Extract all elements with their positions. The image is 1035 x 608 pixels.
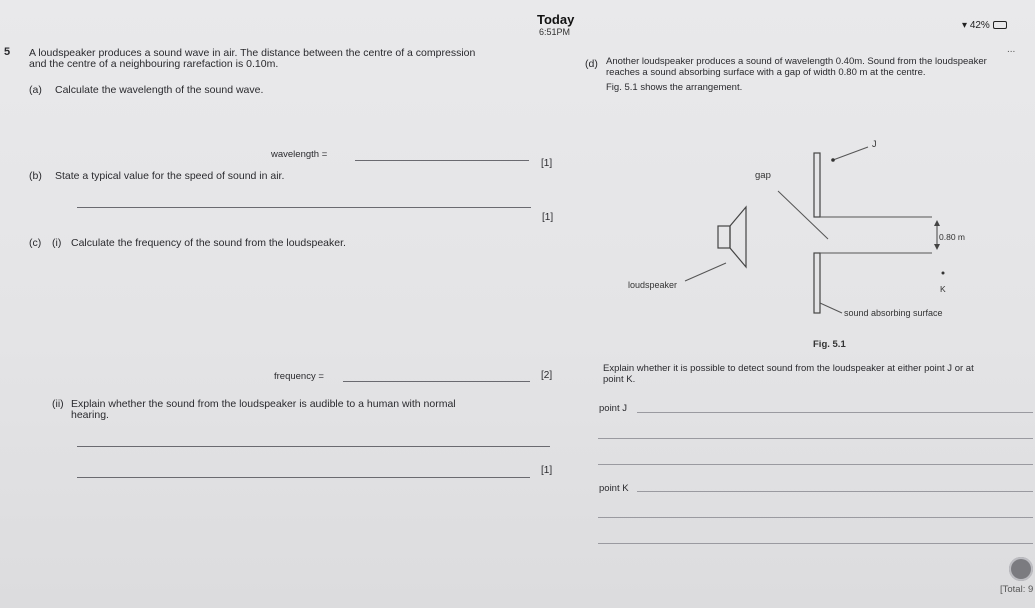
point-j-label: J <box>872 139 877 149</box>
point-k-answer-line-3[interactable] <box>598 543 1033 544</box>
battery-status <box>962 20 1007 31</box>
wavelength-answer-label: wavelength = <box>271 149 328 160</box>
part-d-label: (d) <box>585 58 598 70</box>
loudspeaker-box <box>718 226 730 248</box>
battery-icon <box>993 21 1007 29</box>
frequency-answer-label: frequency = <box>274 371 324 382</box>
point-j-answer-line-2[interactable] <box>598 438 1033 439</box>
loudspeaker-cone <box>730 207 746 267</box>
intro-line-1: A loudspeaker produces a sound wave in air. The distance between the centre of a compression <box>29 47 476 59</box>
surface-label: sound absorbing surface <box>844 308 943 318</box>
figure-5-1 <box>600 135 1030 350</box>
question-number: 5 <box>4 46 11 58</box>
point-k-answer-label: point K <box>599 483 629 494</box>
part-d-line-2: reaches a sound absorbing surface with a gap of width 0.80 m at the centre. <box>606 67 926 78</box>
wifi-icon: ▾ <box>962 20 968 31</box>
part-a-mark: [1] <box>541 158 553 169</box>
part-d-explain-2: point K. <box>603 374 636 385</box>
part-c-label: (c) <box>29 237 42 249</box>
point-j-dot <box>831 158 835 162</box>
point-k-answer-line-2[interactable] <box>598 517 1033 518</box>
part-c-i-label: (i) <box>52 237 62 249</box>
point-k-dot <box>942 272 945 275</box>
part-b-answer-line[interactable] <box>77 207 531 208</box>
status-title: Today <box>537 12 575 27</box>
part-c-ii-mark: [1] <box>541 465 553 476</box>
lower-barrier <box>814 253 820 313</box>
total-marks: [Total: 9 <box>1000 584 1034 595</box>
point-j-answer-line-1[interactable] <box>637 412 1033 413</box>
width-label: 0.80 m <box>939 232 965 242</box>
part-d-line-3: Fig. 5.1 shows the arrangement. <box>606 82 743 93</box>
point-k-answer-line-1[interactable] <box>637 491 1033 492</box>
upper-barrier <box>814 153 820 217</box>
frequency-answer-line[interactable] <box>343 381 530 382</box>
loudspeaker-leader <box>685 263 726 281</box>
battery-percent: 42% <box>969 20 990 31</box>
part-c-ii-answer-line-1[interactable] <box>77 446 550 447</box>
part-c-ii-label: (ii) <box>52 398 64 410</box>
wavelength-answer-line[interactable] <box>355 160 529 161</box>
status-time: 6:51PM <box>539 27 571 37</box>
point-k-label: K <box>940 284 946 294</box>
figure-caption: Fig. 5.1 <box>813 339 846 350</box>
part-a-label: (a) <box>29 84 42 96</box>
loudspeaker-label: loudspeaker <box>628 280 678 290</box>
point-j-answer-line-3[interactable] <box>598 464 1033 465</box>
intro-line-2: and the centre of a neighbouring rarefaction is 0.10m. <box>29 58 279 70</box>
part-c-ii-text-2: hearing. <box>71 409 109 421</box>
part-c-ii-text-1: Explain whether the sound from the loudspeaker is audible to a human with normal <box>71 398 456 410</box>
part-b-label: (b) <box>29 170 42 182</box>
part-c-ii-answer-line-2[interactable] <box>77 477 530 478</box>
part-d-line-1: Another loudspeaker produces a sound of wavelength 0.40m. Sound from the loudspeaker <box>606 56 987 67</box>
more-icon[interactable]: ... <box>1007 44 1016 55</box>
app-button-icon[interactable] <box>1009 557 1033 581</box>
point-j-answer-label: point J <box>599 403 627 414</box>
part-b-mark: [1] <box>542 212 554 223</box>
part-c-i-mark: [2] <box>541 370 553 381</box>
gap-label: gap <box>755 170 771 181</box>
surface-leader <box>820 303 842 313</box>
part-b-text: State a typical value for the speed of sound in air. <box>55 170 285 182</box>
part-a-text: Calculate the wavelength of the sound wave. <box>55 84 264 96</box>
point-j-leader <box>833 147 868 160</box>
part-c-i-text: Calculate the frequency of the sound from the loudspeaker. <box>71 237 346 249</box>
part-d-explain-1: Explain whether it is possible to detect sound from the loudspeaker at either point J or at <box>603 363 974 374</box>
